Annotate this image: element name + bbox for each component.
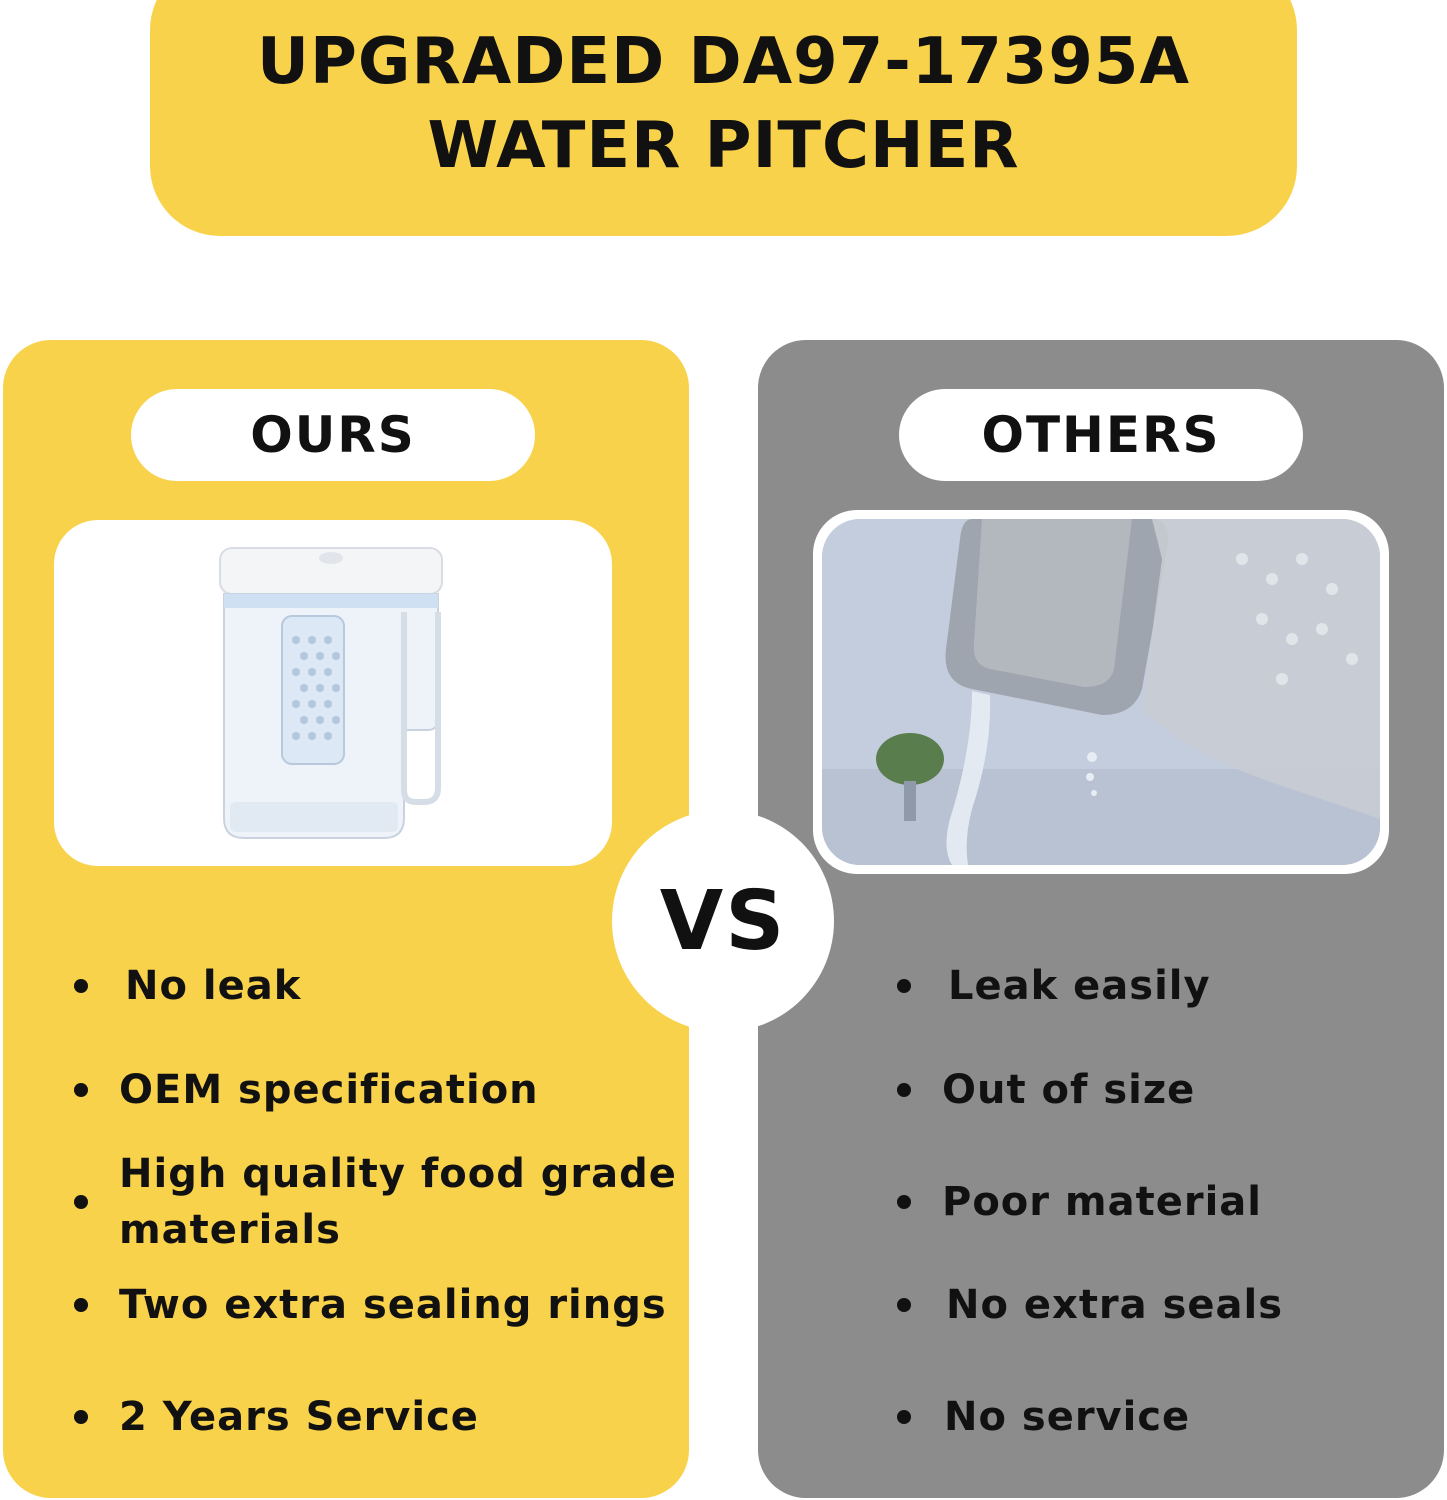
bullet-icon <box>897 979 911 993</box>
ours-feature-item: Two extra sealing rings <box>119 1282 667 1328</box>
bullet-icon <box>897 1083 911 1097</box>
others-feature-item: Poor material <box>942 1179 1262 1225</box>
ours-feature-list <box>3 340 689 1498</box>
ours-heading: OURS <box>131 389 535 481</box>
others-feature-item: No extra seals <box>946 1282 1284 1328</box>
others-heading: OTHERS <box>899 389 1303 481</box>
ours-feature-item: OEM specification <box>119 1067 539 1113</box>
others-feature-item: Out of size <box>942 1067 1196 1113</box>
bullet-icon <box>74 1410 88 1424</box>
title-line-2: WATER PITCHER <box>427 109 1020 183</box>
others-feature-item: No service <box>944 1394 1191 1440</box>
others-panel <box>758 340 1444 1498</box>
title-line-1: UPGRADED DA97-17395A <box>257 25 1190 99</box>
title-banner <box>150 0 1297 236</box>
bullet-icon <box>74 979 88 993</box>
ours-feature-item: No leak <box>125 963 302 1009</box>
ours-panel <box>3 340 689 1498</box>
ours-feature-item: materials <box>119 1207 341 1253</box>
bullet-icon <box>74 1083 88 1097</box>
bullet-icon <box>897 1298 911 1312</box>
others-feature-list <box>758 340 1444 1498</box>
ours-feature-item: 2 Years Service <box>119 1394 479 1440</box>
bullet-icon <box>897 1195 911 1209</box>
bullet-icon <box>74 1195 88 1209</box>
ours-feature-item: High quality food grade <box>119 1151 677 1197</box>
bullet-icon <box>74 1298 88 1312</box>
vs-badge: VS <box>612 810 834 1032</box>
bullet-icon <box>897 1410 911 1424</box>
others-feature-item: Leak easily <box>948 963 1211 1009</box>
